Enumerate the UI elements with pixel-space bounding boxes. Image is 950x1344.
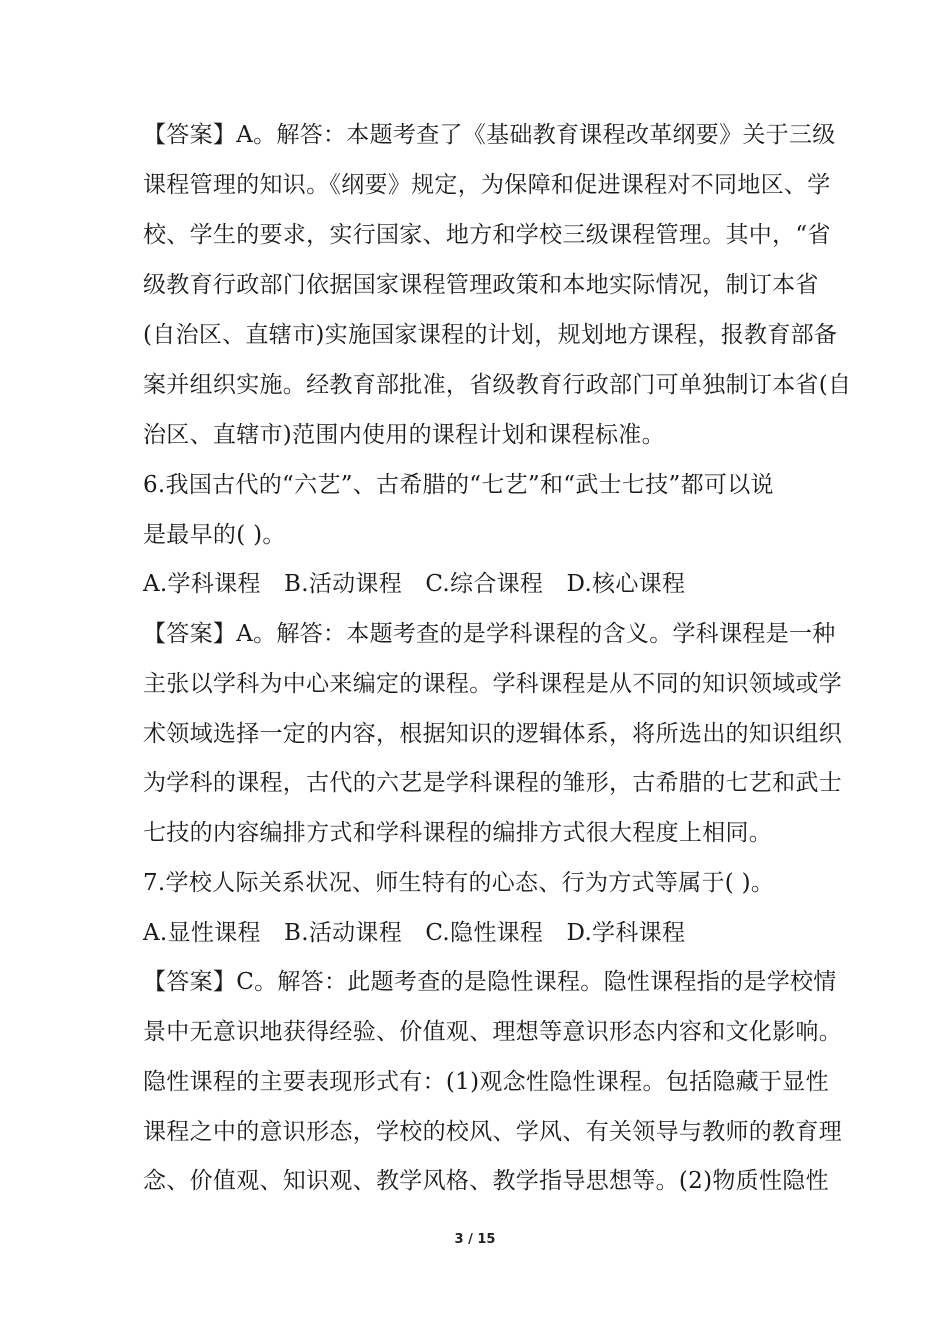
text-line: (自治区、直辖市)实施国家课程的计划，规划地方课程，报教育部备 — [143, 322, 838, 348]
answer-6-line: 【答案】A。解答：本题考查的是学科课程的含义。学科课程是一种 — [143, 621, 836, 647]
answer-7-line: 景中无意识地获得经验、价值观、理想等意识形态内容和文化影响。 — [143, 1019, 842, 1045]
answer-7-line: 隐性课程的主要表现形式有：(1)观念性隐性课程。包括隐藏于显性 — [143, 1069, 829, 1095]
answer-6-line: 术领域选择一定的内容，根据知识的逻辑体系，将所选出的知识组织 — [143, 721, 842, 747]
question-6-options: A.学科课程 B.活动课程 C.综合课程 D.核心课程 — [143, 571, 686, 597]
page-number: 3 / 15 — [454, 1232, 496, 1247]
answer-6-line: 主张以学科为中心来编定的课程。学科课程是从不同的知识领域或学 — [143, 671, 842, 697]
answer-7-line: 【答案】C。解答：此题考查的是隐性课程。隐性课程指的是学校情 — [143, 969, 837, 995]
answer-7-line: 念、价值观、知识观、教学风格、教学指导思想等。(2)物质性隐性 — [143, 1168, 829, 1194]
answer-6-line: 为学科的课程，古代的六艺是学科课程的雏形，古希腊的七艺和武士 — [143, 770, 842, 796]
question-6-line: 是最早的( )。 — [143, 522, 286, 548]
text-line: 课程管理的知识。《纲要》规定，为保障和促进课程对不同地区、学 — [143, 172, 831, 198]
text-line: 校、学生的要求，实行国家、地方和学校三级课程管理。其中，“省 — [143, 222, 831, 248]
text-line: 案并组织实施。经教育部批准，省级教育行政部门可单独制订本省(自 — [143, 372, 852, 398]
question-6-line: 6.我国古代的“六艺”、古希腊的“七艺”和“武士七技”都可以说 — [143, 472, 774, 498]
question-7-options: A.显性课程 B.活动课程 C.隐性课程 D.学科课程 — [143, 920, 686, 946]
text-line: 【答案】A。解答：本题考查了《基础教育课程改革纲要》关于三级 — [143, 122, 836, 148]
answer-7-line: 课程之中的意识形态，学校的校风、学风、有关领导与教师的教育理 — [143, 1119, 842, 1145]
text-line: 治区、直辖市)范围内使用的课程计划和课程标准。 — [143, 422, 665, 448]
text-line: 级教育行政部门依据国家课程管理政策和本地实际情况，制订本省 — [143, 272, 819, 298]
answer-6-line: 七技的内容编排方式和学科课程的编排方式很大程度上相同。 — [143, 820, 773, 846]
question-7-line: 7.学校人际关系状况、师生特有的心态、行为方式等属于( )。 — [143, 870, 775, 896]
